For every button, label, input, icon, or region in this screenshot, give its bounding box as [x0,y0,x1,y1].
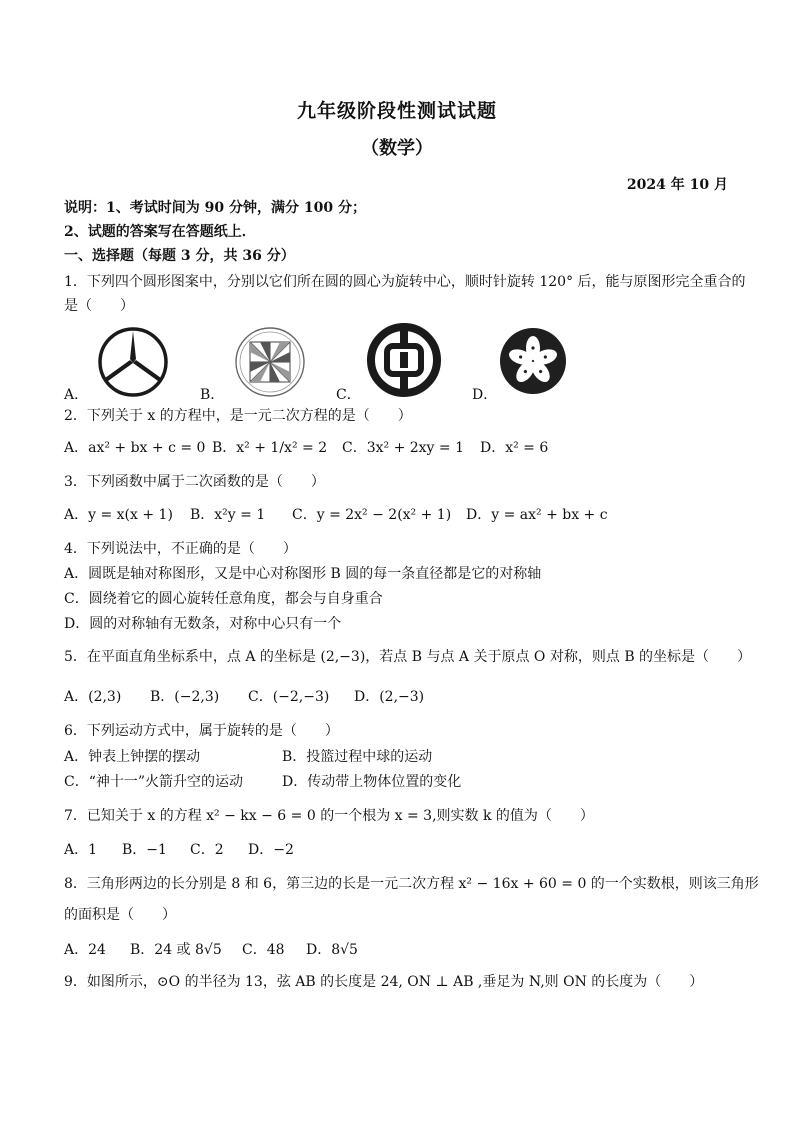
q5-options [64,687,424,707]
q6-options-row-1 [64,747,432,767]
q1-option-b-label: B． [200,387,225,403]
q6-options-row-2 [64,772,461,792]
q6-stem: 6．下列运动方式中，属于旋转的是（ ） [64,723,339,739]
q7-stem: 7．已知关于 x 的方程 x² − kx − 6 = 0 的一个根为 x = 3,则实数 k 的值为（ ） [64,808,594,824]
q2-option-c: C．3x² + 2xy = 1 [342,440,465,456]
q6-option-d: D．传动带上物体位置的变化 [282,774,462,790]
section-heading: 一、选择题（每题 3 分，共 36 分） [64,248,295,264]
q5-option-c: C．(−2,−3) [248,689,330,705]
exam-subject: （数学） [361,138,433,159]
q8-stem-line-2: 的面积是（ ） [64,907,176,923]
q8-option-a: A．24 [64,942,106,958]
q3-option-b: B．x²y = 1 [190,507,266,523]
q2-option-b: B．x² + 1/x² = 2 [212,440,328,456]
q8-option-c: C．48 [242,942,285,958]
pinwheel-icon [232,324,308,400]
q3-option-c: C．y = 2x² − 2(x² + 1) [292,507,452,523]
q7-option-d: D．−2 [248,842,294,858]
bank-of-china-logo-icon [366,322,442,398]
q3-stem: 3．下列函数中属于二次函数的是（ ） [64,474,325,490]
q3-option-a: A．y = x(x + 1) [64,507,173,523]
q1-option-c-label: C． [336,387,361,403]
q6-option-a: A．钟表上钟摆的摆动 [64,749,201,765]
q5-option-a: A．(2,3) [64,689,122,705]
q7-option-b: B．−1 [122,842,167,858]
q1-option-a-label: A． [64,387,89,403]
q7-options [64,840,294,860]
q3-options [64,505,608,525]
q1-option-d-label: D． [472,387,498,403]
q1-stem-line-1: 1．下列四个圆形图案中，分别以它们所在圆的圆心为旋转中心，顺时针旋转 120° 后，能与原图形完全重合的 [64,274,746,290]
exam-date: 2024 年 10 月 [626,177,728,193]
q8-stem-line-1: 8．三角形两边的长分别是 8 和 6，第三边的长是一元二次方程 x² − 16x + 60 = 0 的一个实数根，则该三角形 [64,876,759,892]
q9-stem: 9．如图所示，⊙O 的半径为 13，弦 AB 的长度是 24, ON ⊥ AB ,垂足为 N,则 ON 的长度为（ ） [64,974,704,990]
q2-options [64,438,548,458]
q6-option-b: B．投篮过程中球的运动 [282,749,433,765]
q8-option-b: B．24 或 8√5 [130,942,222,958]
q4-option-c: C．圆绕着它的圆心旋转任意角度，都会与自身重合 [64,591,383,607]
q4-option-d: D．圆的对称轴有无数条，对称中心只有一个 [64,616,342,632]
q7-option-a: A．1 [64,842,98,858]
instruction-line-1: 说明：1、考试时间为 90 分钟，满分 100 分； [64,200,366,216]
q1-stem-line-2: 是（ ） [64,298,134,314]
q2-option-d: D．x² = 6 [480,440,549,456]
q7-option-c: C．2 [190,842,224,858]
q2-option-a: A．ax² + bx + c = 0 [64,440,206,456]
q6-option-c: C．“神十一”火箭升空的运动 [64,774,244,790]
q4-option-ab: A．圆既是轴对称图形，又是中心对称图形 B 圆的每一条直径都是它的对称轴 [64,566,542,582]
q5-stem: 5．在平面直角坐标系中，点 A 的坐标是 (2,−3)，若点 B 与点 A 关于原点 O 对称，则点 B 的坐标是（ ） [64,649,752,665]
exam-title: 九年级阶段性测试试题 [296,100,497,122]
q5-option-d: D．(2,−3) [354,689,425,705]
q8-option-d: D．8√5 [306,942,358,958]
q5-option-b: B．(−2,3) [150,689,220,705]
bauhinia-flower-icon [498,326,568,396]
q2-stem: 2．下列关于 x 的方程中，是一元二次方程的是（ ） [64,408,412,424]
q8-options [64,940,358,960]
q4-stem: 4．下列说法中，不正确的是（ ） [64,541,297,557]
q3-option-d: D．y = ax² + bx + c [466,507,608,523]
mercedes-logo-icon [94,326,172,398]
instruction-line-2: 2、试题的答案写在答题纸上． [64,224,256,240]
